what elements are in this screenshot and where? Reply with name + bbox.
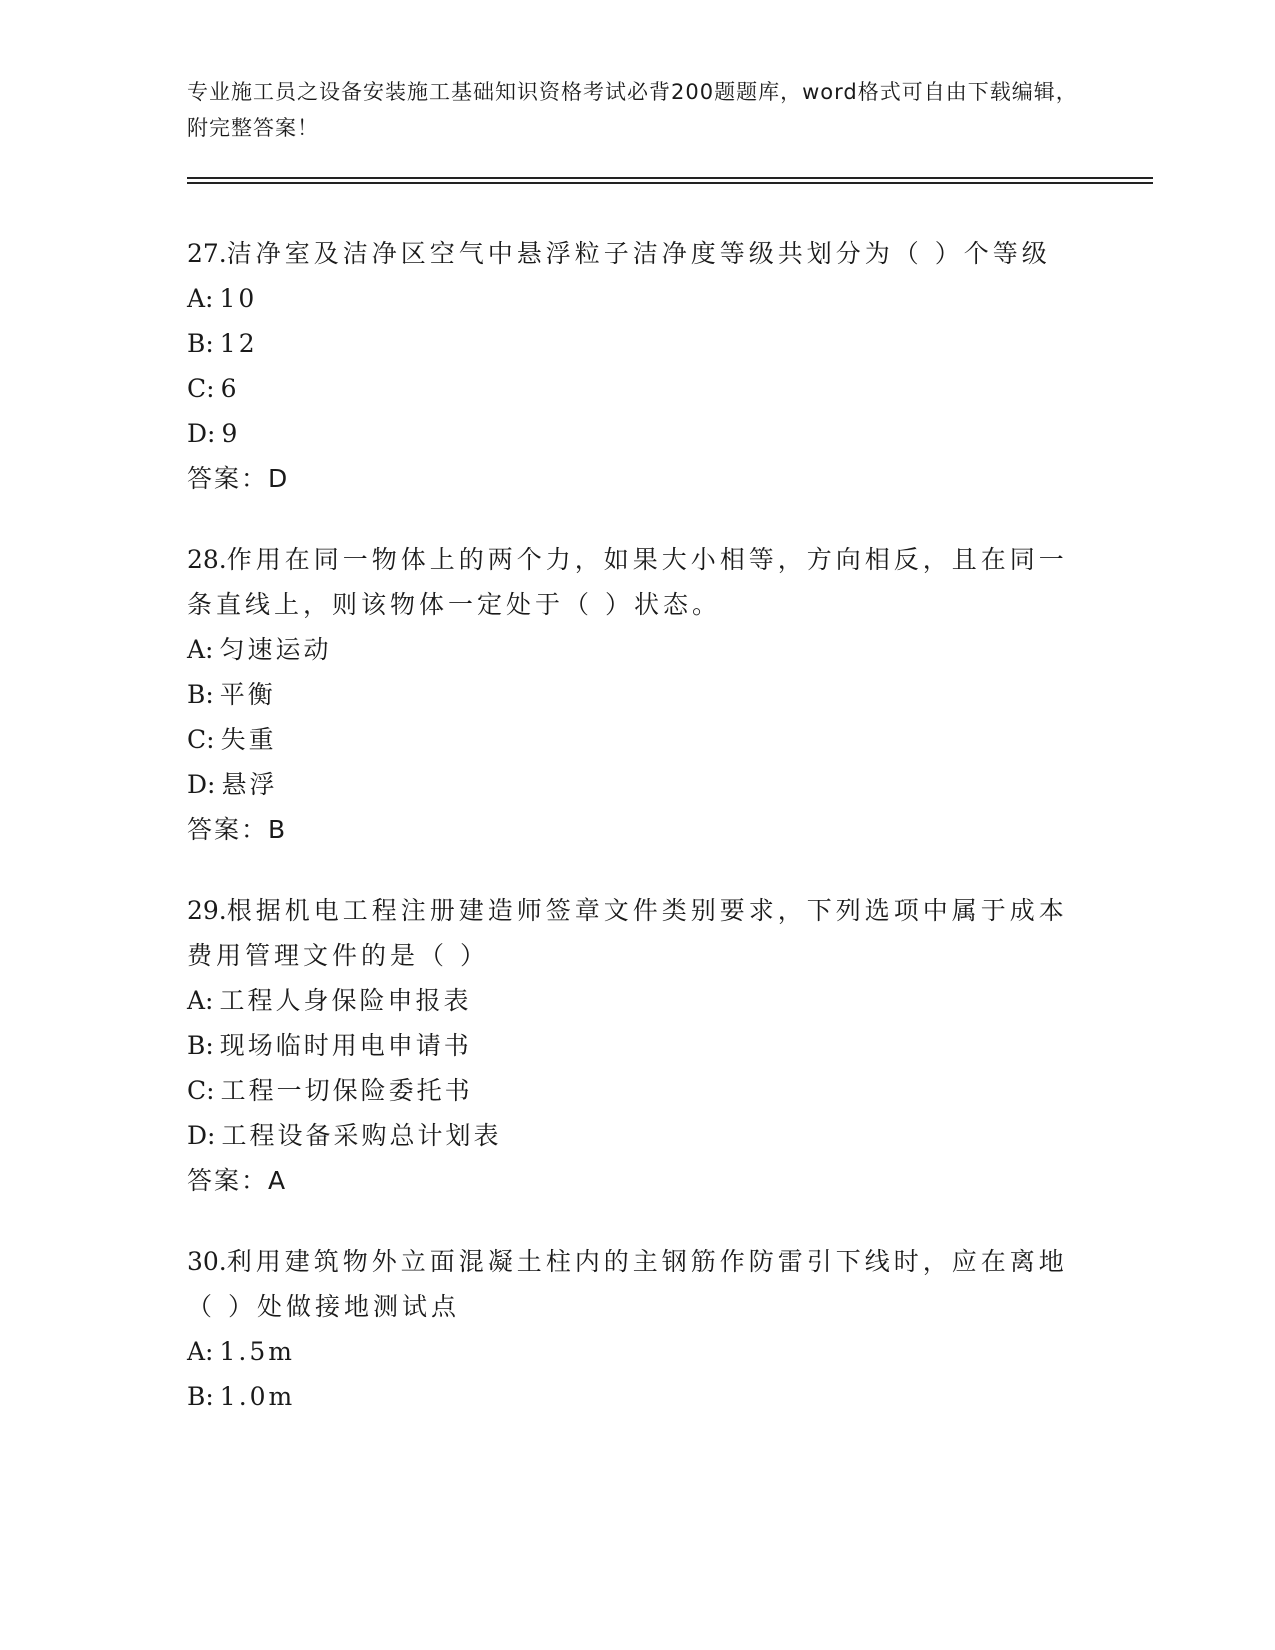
question-number: 27. [187,239,227,268]
option-label: D: [187,770,216,799]
option-value: 10 [219,284,258,313]
question-29 [187,888,1087,1203]
option-label: B: [187,680,214,709]
option-label: B: [187,1031,214,1060]
option-d [187,762,1087,807]
option-c [187,1068,1087,1113]
option-value: 平衡 [219,680,276,709]
option-value: 匀速运动 [219,635,332,664]
question-text [187,888,1087,978]
option-label: D: [187,419,216,448]
option-a [187,627,1087,672]
option-label: D: [187,1121,216,1150]
option-value: 现场临时用电申请书 [219,1031,472,1060]
option-value: 失重 [220,725,277,754]
option-value: 工程一切保险委托书 [220,1076,473,1105]
option-label: A: [187,635,214,664]
question-stem: 利用建筑物外立面混凝土柱内的主钢筋作防雷引下线时，应在离地（ ）处做接地测试点 [187,1247,1068,1321]
option-value: 1.0m [219,1382,296,1411]
option-value: 12 [219,329,258,358]
option-b [187,1023,1087,1068]
question-30 [187,1239,1087,1419]
option-label: A: [187,986,214,1015]
option-label: B: [187,1382,214,1411]
question-number: 29. [187,896,227,925]
option-b [187,672,1087,717]
question-list [187,231,1087,1455]
answer: 答案：A [187,1166,288,1195]
option-value: 工程人身保险申报表 [219,986,472,1015]
option-value: 6 [220,374,240,403]
question-number: 30. [187,1247,227,1276]
option-label: C: [187,725,215,754]
question-number: 28. [187,545,227,574]
option-value: 1.5m [219,1337,295,1366]
answer: 答案：B [187,815,288,844]
question-stem: 洁净室及洁净区空气中悬浮粒子洁净度等级共划分为（ ）个等级 [226,239,1051,268]
option-c [187,717,1087,762]
header-rule-top [187,177,1153,179]
option-label: B: [187,329,214,358]
question-stem: 作用在同一物体上的两个力，如果大小相等，方向相反，且在同一条直线上，则该物体一定处于（ ）状态。 [187,545,1068,619]
option-value: 悬浮 [221,770,278,799]
header-rule-bottom [187,182,1153,184]
answer: 答案：D [187,464,290,493]
option-label: C: [187,1076,215,1105]
option-a [187,978,1087,1023]
option-label: A: [187,284,214,313]
option-value: 工程设备采购总计划表 [221,1121,502,1150]
option-d [187,1113,1087,1158]
question-28 [187,537,1087,852]
option-a [187,1329,1087,1374]
option-d [187,411,1087,456]
option-c [187,366,1087,411]
option-b [187,1374,1087,1419]
question-27 [187,231,1087,501]
option-label: A: [187,1337,214,1366]
question-text [187,537,1087,627]
question-text [187,1239,1087,1329]
option-b [187,321,1087,366]
option-value: 9 [221,419,241,448]
question-stem: 根据机电工程注册建造师签章文件类别要求，下列选项中属于成本费用管理文件的是（ ） [187,896,1068,970]
question-text [187,231,1087,276]
option-a [187,276,1087,321]
document-header: 专业施工员之设备安装施工基础知识资格考试必背200题题库，word格式可自由下载编辑，附完整答案！ [187,80,1078,140]
option-label: C: [187,374,215,403]
